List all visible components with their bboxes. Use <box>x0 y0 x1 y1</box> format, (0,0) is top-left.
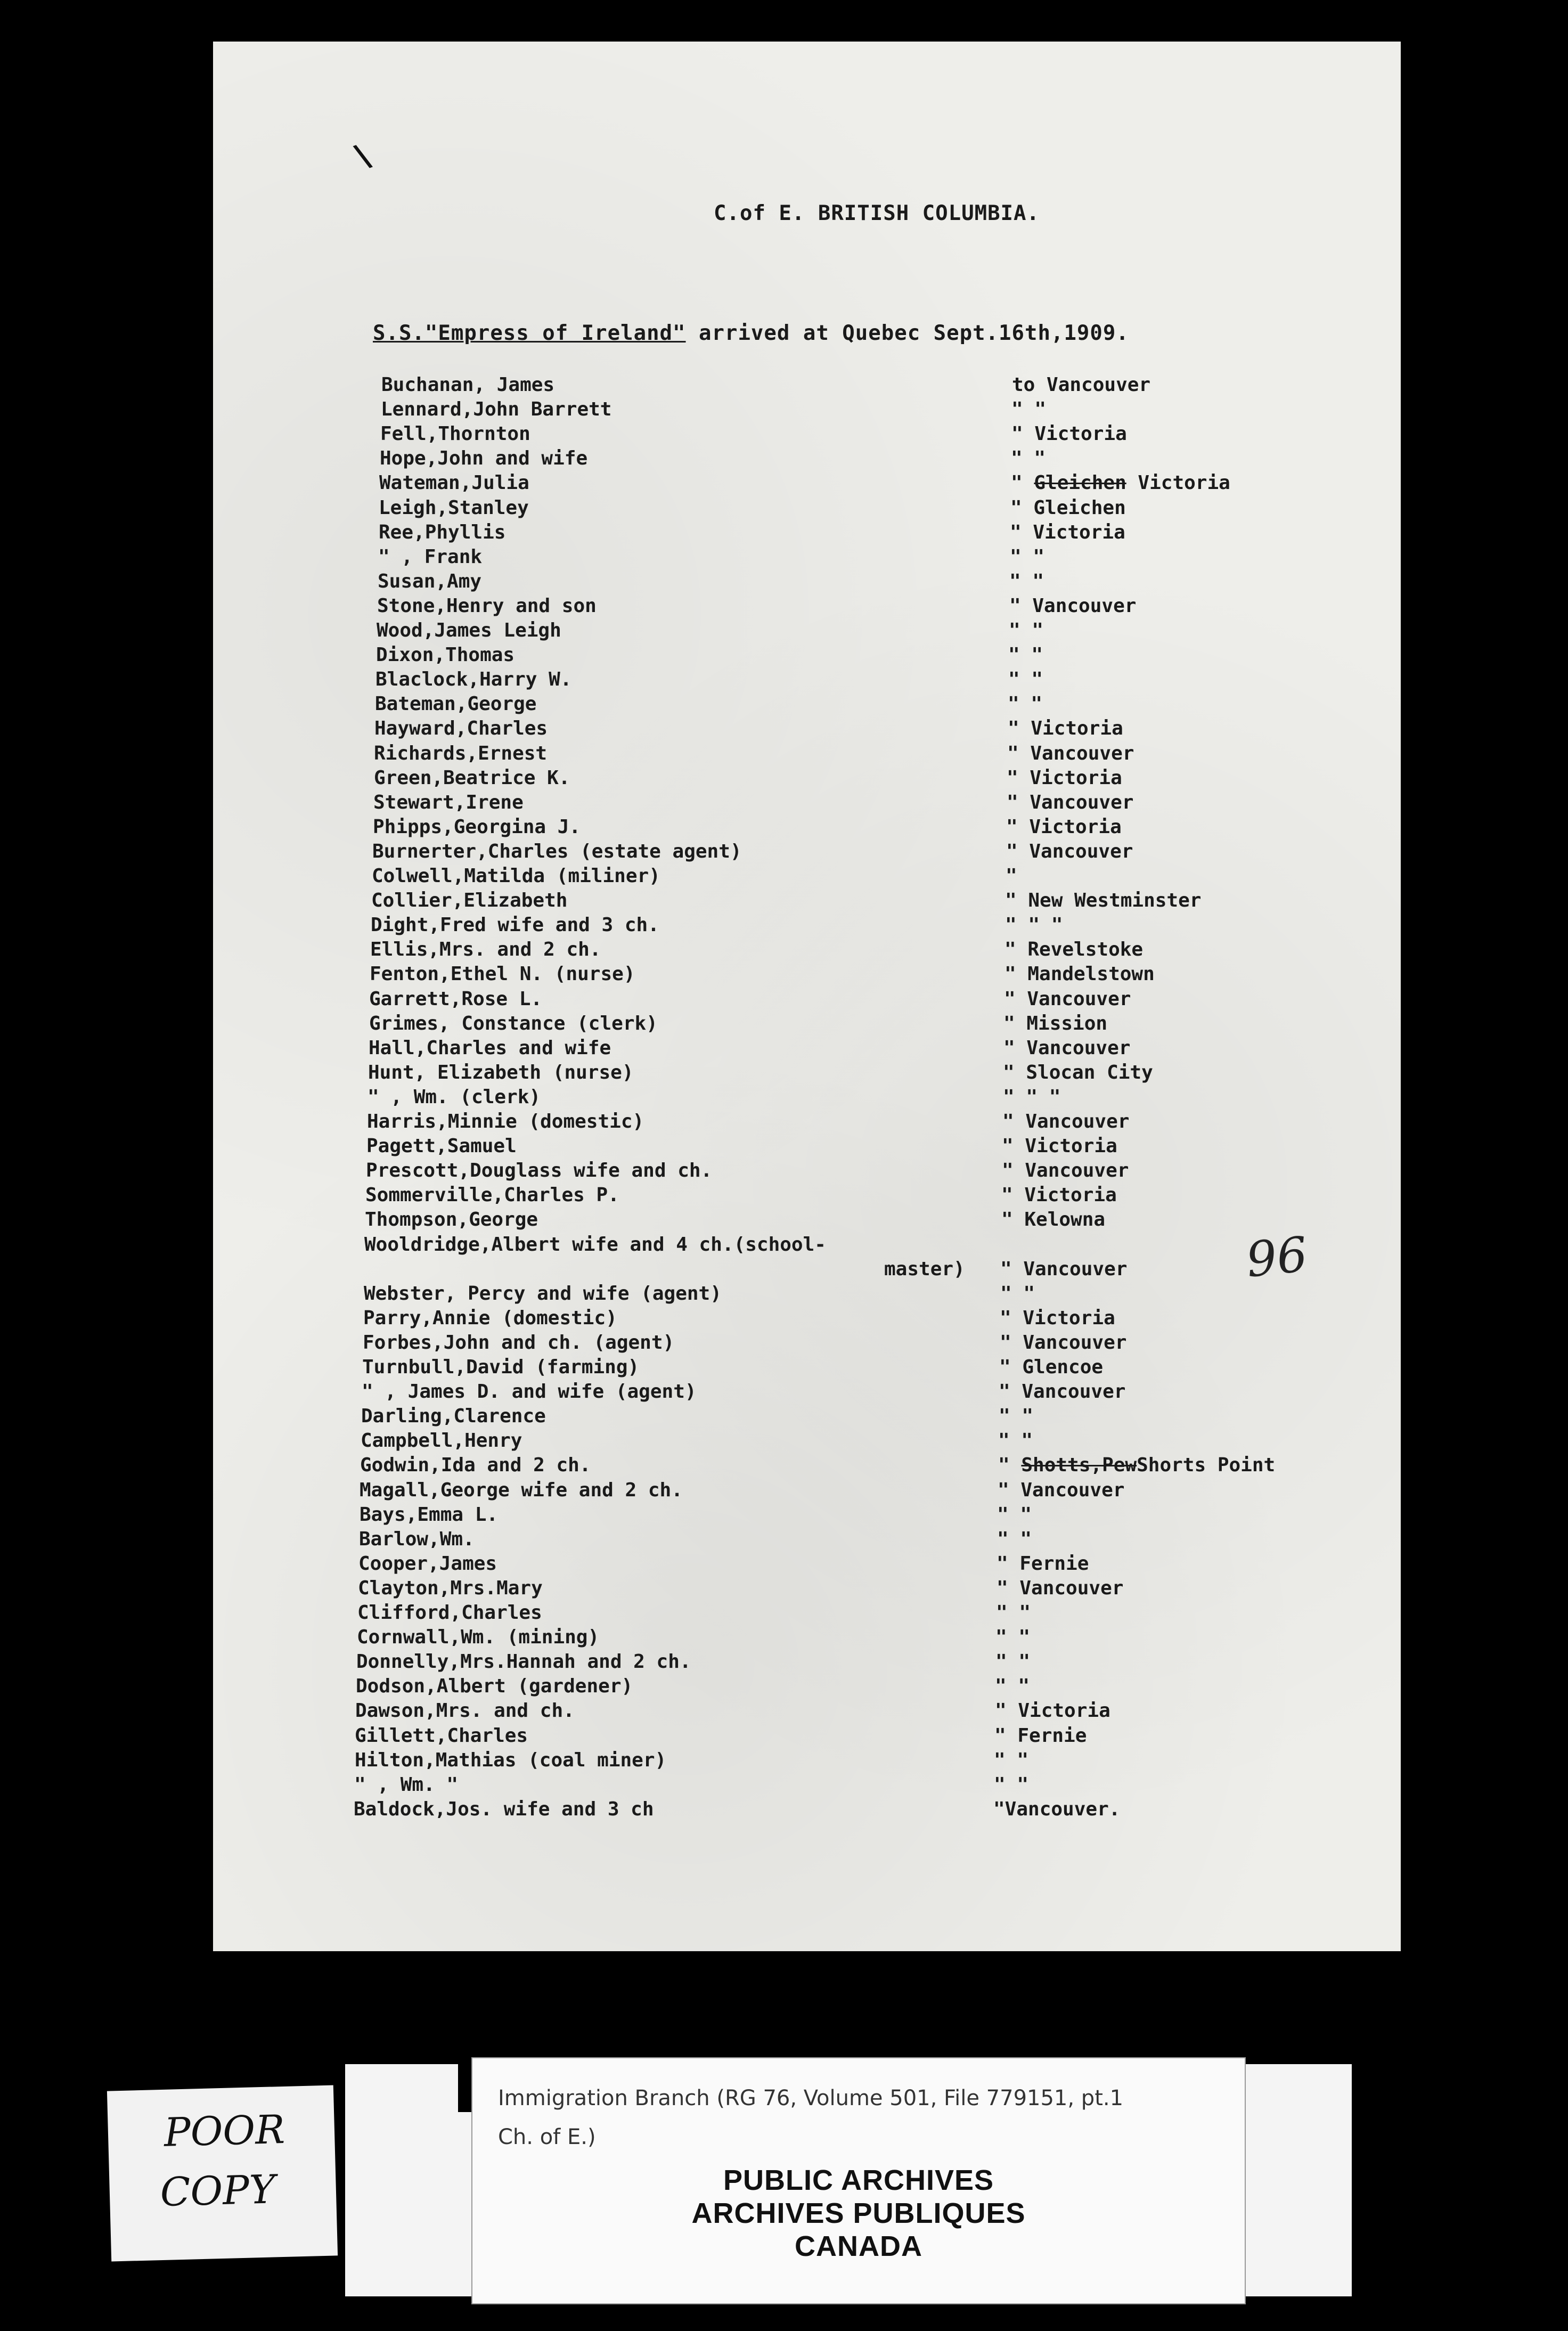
document-header: C.of E. BRITISH COLUMBIA. <box>714 201 1040 225</box>
passenger-row <box>213 1699 1401 1723</box>
destination-text: " " <box>1009 620 1044 641</box>
passenger-name: Sommerville,Charles P. <box>365 1184 619 1207</box>
passenger-name: " , Frank <box>378 545 483 568</box>
passenger-row <box>213 1724 1401 1748</box>
archives-name-en: PUBLIC ARCHIVES <box>723 2164 994 2196</box>
passenger-destination <box>994 1773 1028 1797</box>
destination-text: " Vancouver <box>1002 1160 1129 1182</box>
passenger-name: Cooper,James <box>358 1552 497 1575</box>
passenger-row <box>213 1503 1401 1527</box>
passenger-destination <box>1012 373 1150 397</box>
destination-text: " " <box>999 1405 1034 1428</box>
archive-reference-line1: Immigration Branch (RG 76, Volume 501, File 779151, pt.1 <box>498 2086 1124 2110</box>
destination-text: " " <box>997 1528 1032 1550</box>
passenger-name: Buchanan, James <box>381 374 555 396</box>
passenger-row <box>213 1306 1401 1331</box>
passenger-name: Lennard,John Barrett <box>381 398 612 421</box>
struck-destination: Shotts,Pew <box>1021 1454 1137 1477</box>
destination-text: " " <box>1008 693 1043 715</box>
passenger-row <box>213 1233 1401 1257</box>
passenger-row <box>213 1527 1401 1552</box>
passenger-row <box>213 987 1401 1012</box>
passenger-destination <box>1011 422 1127 446</box>
passenger-row <box>213 766 1401 790</box>
destination-text: " Vancouver <box>1007 791 1134 813</box>
passenger-row <box>213 545 1401 569</box>
arrival-details: arrived at Quebec Sept.16th,1909. <box>685 321 1129 345</box>
ship-name: S.S."Empress of Ireland" <box>373 321 686 345</box>
passenger-name: Colwell,Matilda (miliner) <box>372 865 660 887</box>
destination-text: " " <box>1011 447 1046 470</box>
passenger-destination <box>1005 938 1143 962</box>
passenger-destination <box>1006 815 1122 840</box>
destination-text: " " <box>1010 545 1045 568</box>
passenger-destination <box>1011 446 1046 471</box>
passenger-row <box>213 471 1401 495</box>
passenger-row <box>213 1404 1401 1429</box>
passenger-destination <box>1005 889 1201 913</box>
passenger-name: Clifford,Charles <box>357 1602 542 1624</box>
destination-text: " " <box>995 1626 1031 1649</box>
poor-copy-line2: COPY <box>159 2166 276 2216</box>
passenger-name: Thompson,George <box>365 1209 538 1231</box>
destination-text: " Victoria <box>1008 718 1123 740</box>
archive-reference-line2: Ch. of E.) <box>498 2125 596 2149</box>
destination-text: " " <box>997 1503 1032 1526</box>
passenger-name: Dodson,Albert (gardener) <box>356 1675 633 1698</box>
handwritten-page-number: 96 <box>1243 1226 1310 1289</box>
passenger-row <box>213 716 1401 741</box>
passenger-row <box>213 1061 1401 1085</box>
destination-text: " " <box>995 1651 1031 1673</box>
passenger-destination <box>1005 913 1063 938</box>
destination-text: " " <box>998 1430 1033 1452</box>
passenger-destination <box>1002 1134 1117 1159</box>
passenger-name: Wooldridge,Albert wife and 4 ch.(school- <box>364 1233 826 1256</box>
passenger-row <box>213 1110 1401 1134</box>
destination-text: " <box>1006 865 1017 887</box>
passenger-name: Phipps,Georgina J. <box>373 816 581 838</box>
passenger-row <box>213 1797 1401 1822</box>
passenger-name: Stewart,Irene <box>373 791 524 813</box>
destination-text: " " " <box>1005 914 1063 936</box>
destination-text: "Vancouver. <box>993 1798 1121 1820</box>
destination-text: " Vancouver <box>1007 742 1134 764</box>
destination-text: " Glencoe <box>999 1356 1104 1378</box>
passenger-name: Webster, Percy and wife (agent) <box>364 1282 722 1305</box>
passenger-name: master) <box>884 1258 965 1280</box>
destination-text: " Victoria <box>1010 521 1125 543</box>
passenger-name: Ree,Phyllis <box>379 521 506 543</box>
passenger-name: Fenton,Ethel N. (nurse) <box>370 963 635 985</box>
passenger-destination <box>1011 471 1230 495</box>
passenger-destination <box>995 1699 1110 1723</box>
passenger-name: Hall,Charles and wife <box>369 1037 611 1059</box>
passenger-name: Collier,Elizabeth <box>371 890 568 912</box>
document-page <box>213 42 1401 1951</box>
passenger-row <box>213 840 1401 864</box>
passenger-destination <box>999 1404 1033 1429</box>
passenger-row <box>213 496 1401 520</box>
destination-text: " " <box>1000 1282 1035 1305</box>
passenger-destination <box>1009 618 1043 643</box>
poor-copy-label <box>107 2085 338 2261</box>
passenger-destination <box>1010 496 1126 520</box>
destination-text: " Victoria <box>1002 1135 1117 1158</box>
passenger-destination <box>1010 545 1044 569</box>
destination-text: " " <box>1011 398 1047 421</box>
passenger-row <box>213 1183 1401 1208</box>
passenger-row <box>213 962 1401 987</box>
passenger-destination <box>1007 766 1122 790</box>
passenger-row <box>213 1601 1401 1625</box>
passenger-row <box>213 1159 1401 1183</box>
passenger-name: Godwin,Ida and 2 ch. <box>360 1454 591 1477</box>
passenger-destination <box>1008 692 1042 716</box>
passenger-name: Stone,Henry and son <box>377 594 597 617</box>
passenger-name: Grimes, Constance (clerk) <box>369 1012 658 1034</box>
passenger-row <box>213 1380 1401 1404</box>
destination-text: " Victoria <box>1001 1184 1117 1207</box>
passenger-destination <box>1003 1036 1130 1061</box>
passenger-name: Hope,John and wife <box>380 447 588 470</box>
passenger-name: Parry,Annie (domestic) <box>363 1307 617 1329</box>
passenger-name: " , Wm. (clerk) <box>368 1086 541 1108</box>
passenger-name: Susan,Amy <box>378 570 482 592</box>
passenger-name: Green,Beatrice K. <box>374 767 570 789</box>
passenger-destination <box>997 1503 1032 1527</box>
passenger-row <box>213 1282 1401 1306</box>
passenger-row <box>213 1012 1401 1036</box>
passenger-row <box>213 1208 1401 1232</box>
passenger-row <box>213 1625 1401 1650</box>
destination-text: " Vancouver <box>998 1479 1125 1501</box>
passenger-name: Hunt, Elizabeth (nurse) <box>368 1061 634 1083</box>
destination-text: " Vancouver <box>1006 840 1133 862</box>
passenger-destination <box>995 1650 1030 1674</box>
passenger-row <box>213 1429 1401 1453</box>
destination-text: " Fernie <box>997 1552 1089 1575</box>
passenger-row <box>213 667 1401 692</box>
destination-text: " Fernie <box>994 1724 1087 1747</box>
destination-text: " Vancouver <box>1004 988 1131 1010</box>
passenger-row <box>213 643 1401 667</box>
archive-stamp <box>471 2057 1246 2304</box>
destination-text: " " <box>994 1773 1029 1796</box>
passenger-name: Baldock,Jos. wife and 3 ch <box>354 1798 654 1820</box>
passenger-row <box>213 1453 1401 1478</box>
passenger-row <box>213 1085 1401 1110</box>
destination-text: " Victoria <box>1006 816 1122 838</box>
destination-text: " Vancouver <box>1000 1331 1127 1354</box>
destination-text: " " <box>1008 669 1043 691</box>
destination-text: " Victoria <box>1000 1307 1115 1329</box>
passenger-destination <box>1003 1085 1060 1110</box>
passenger-row <box>213 1257 1401 1282</box>
passenger-destination <box>997 1576 1123 1601</box>
passenger-destination <box>993 1797 1120 1822</box>
passenger-row <box>213 938 1401 962</box>
passenger-destination <box>999 1380 1125 1404</box>
destination-text: " Victoria <box>995 1700 1110 1722</box>
destination-text: " <box>998 1454 1022 1477</box>
destination-text: " Slocan City <box>1003 1061 1153 1083</box>
destination-text: to Vancouver <box>1012 374 1151 396</box>
passenger-destination <box>1000 1257 1127 1282</box>
destination-text: " " " <box>1003 1086 1061 1108</box>
passenger-row <box>213 1036 1401 1061</box>
passenger-name: Burnerter,Charles (estate agent) <box>372 840 742 862</box>
passenger-name: Hilton,Mathias (coal miner) <box>355 1749 667 1771</box>
passenger-destination <box>1007 790 1133 815</box>
destination-text: " Vancouver <box>1003 1037 1131 1059</box>
passenger-row <box>213 1478 1401 1503</box>
destination-text: " " <box>996 1602 1031 1624</box>
passenger-destination <box>997 1527 1032 1552</box>
passenger-destination <box>1002 1110 1129 1134</box>
passenger-row <box>213 1576 1401 1601</box>
passenger-name: Leigh,Stanley <box>379 496 529 519</box>
destination-text: " " <box>995 1675 1030 1698</box>
destination-text: " Mission <box>1003 1012 1108 1034</box>
destination-text: " Mandelstown <box>1005 963 1155 985</box>
destination-text: " Gleichen <box>1010 496 1126 519</box>
passenger-destination <box>1000 1306 1115 1331</box>
passenger-destination <box>1005 962 1155 987</box>
corrected-destination: Shorts Point <box>1137 1454 1276 1477</box>
passenger-row <box>213 1552 1401 1576</box>
passenger-name: Richards,Ernest <box>374 742 548 764</box>
passenger-row <box>213 446 1401 471</box>
passenger-name: Wood,James Leigh <box>377 620 561 641</box>
passenger-destination <box>994 1748 1028 1773</box>
passenger-destination <box>1002 1159 1129 1183</box>
passenger-row <box>213 373 1401 397</box>
destination-text: " Revelstoke <box>1005 939 1144 961</box>
passenger-destination <box>1008 716 1123 741</box>
passenger-name: Cornwall,Wm. (mining) <box>357 1626 600 1649</box>
passenger-destination <box>1003 1012 1107 1036</box>
destination-text: " " <box>1008 644 1043 666</box>
passenger-name: Harris,Minnie (domestic) <box>367 1111 644 1132</box>
passenger-name: Fell,Thornton <box>380 423 530 445</box>
passenger-list <box>213 42 1401 1951</box>
passenger-row <box>213 692 1401 716</box>
passenger-destination <box>1008 667 1043 692</box>
passenger-name: Ellis,Mrs. and 2 ch. <box>370 939 601 961</box>
passenger-name: Barlow,Wm. <box>359 1528 475 1550</box>
passenger-row <box>213 1748 1401 1773</box>
passenger-destination <box>997 1552 1089 1576</box>
passenger-destination <box>996 1601 1031 1625</box>
passenger-name: Bateman,George <box>375 693 537 715</box>
passenger-destination <box>1004 987 1131 1012</box>
passenger-row <box>213 815 1401 840</box>
passenger-destination <box>1009 569 1044 594</box>
destination-text: " Vancouver <box>1002 1111 1130 1132</box>
archives-country: CANADA <box>795 2230 922 2262</box>
passenger-row <box>213 1134 1401 1159</box>
passenger-name: Clayton,Mrs.Mary <box>358 1577 543 1599</box>
corner-mark: \ <box>350 136 375 176</box>
passenger-name: Bays,Emma L. <box>360 1503 499 1526</box>
passenger-name: Pagett,Samuel <box>366 1135 517 1158</box>
passenger-name: Dixon,Thomas <box>376 644 515 666</box>
passenger-row <box>213 618 1401 643</box>
destination-text: " " <box>994 1749 1029 1771</box>
passenger-destination <box>1001 1208 1105 1232</box>
destination-text: " Vancouver <box>997 1577 1124 1599</box>
passenger-destination <box>1003 1061 1153 1085</box>
passenger-row <box>213 1674 1401 1699</box>
passenger-destination <box>998 1478 1124 1503</box>
destination-text: " <box>1011 472 1034 494</box>
destination-text: " New Westminster <box>1005 890 1202 912</box>
passenger-name: Dawson,Mrs. and ch. <box>355 1700 575 1722</box>
passenger-name: Magall,George wife and 2 ch. <box>360 1479 683 1501</box>
passenger-name: Dight,Fred wife and 3 ch. <box>371 914 659 936</box>
passenger-row <box>213 1773 1401 1797</box>
passenger-name: Forbes,John and ch. (agent) <box>363 1331 675 1354</box>
passenger-row <box>213 1331 1401 1355</box>
passenger-row <box>213 913 1401 938</box>
passenger-row <box>213 889 1401 913</box>
poor-copy-line1: POOR <box>163 2106 285 2156</box>
passenger-row <box>213 594 1401 618</box>
passenger-row <box>213 1650 1401 1674</box>
passenger-name: Prescott,Douglass wife and ch. <box>366 1160 713 1182</box>
struck-destination: Gleichen <box>1034 472 1126 494</box>
passenger-destination <box>1006 840 1133 864</box>
passenger-destination <box>1000 1282 1035 1306</box>
passenger-destination <box>1011 397 1046 422</box>
passenger-name: " , James D. and wife (agent) <box>362 1381 697 1403</box>
destination-text: " Vancouver <box>999 1381 1126 1403</box>
passenger-row <box>213 422 1401 446</box>
passenger-name: Gillett,Charles <box>355 1724 528 1747</box>
passenger-row <box>213 397 1401 422</box>
destination-text: " Vancouver <box>1000 1258 1128 1280</box>
destination-text: " Victoria <box>1007 767 1122 789</box>
passenger-name: Darling,Clarence <box>361 1405 546 1428</box>
passenger-name: Blaclock,Harry W. <box>375 669 572 691</box>
passenger-destination <box>1000 1331 1126 1355</box>
passenger-name: " , Wm. " <box>354 1773 459 1796</box>
passenger-destination <box>998 1453 1275 1478</box>
destination-text: " " <box>1009 570 1044 592</box>
passenger-destination <box>1008 643 1043 667</box>
corrected-destination: Victoria <box>1126 472 1230 494</box>
destination-text: " Vancouver <box>1009 594 1137 617</box>
passenger-name: Wateman,Julia <box>379 472 529 494</box>
passenger-name: Hayward,Charles <box>374 718 548 740</box>
passenger-destination <box>995 1674 1030 1699</box>
passenger-row <box>213 569 1401 594</box>
destination-text: " Victoria <box>1011 423 1127 445</box>
passenger-name: Campbell,Henry <box>361 1430 522 1452</box>
passenger-destination <box>995 1625 1030 1650</box>
destination-text: " Kelowna <box>1001 1209 1106 1231</box>
passenger-row <box>213 741 1401 766</box>
passenger-row <box>213 1355 1401 1380</box>
passenger-destination <box>1001 1183 1117 1208</box>
passenger-destination <box>998 1429 1033 1453</box>
passenger-destination <box>1006 864 1017 889</box>
passenger-row <box>213 790 1401 815</box>
passenger-destination <box>1009 594 1136 618</box>
passenger-row <box>213 864 1401 889</box>
archives-name-fr: ARCHIVES PUBLIQUES <box>691 2197 1026 2229</box>
passenger-row <box>213 520 1401 545</box>
passenger-name: Donnelly,Mrs.Hannah and 2 ch. <box>356 1651 691 1673</box>
passenger-destination <box>1010 520 1125 545</box>
passenger-destination <box>999 1355 1103 1380</box>
passenger-destination <box>994 1724 1087 1748</box>
passenger-name: Turnbull,David (farming) <box>362 1356 640 1378</box>
passenger-name: Garrett,Rose L. <box>369 988 543 1010</box>
passenger-destination <box>1007 741 1134 766</box>
